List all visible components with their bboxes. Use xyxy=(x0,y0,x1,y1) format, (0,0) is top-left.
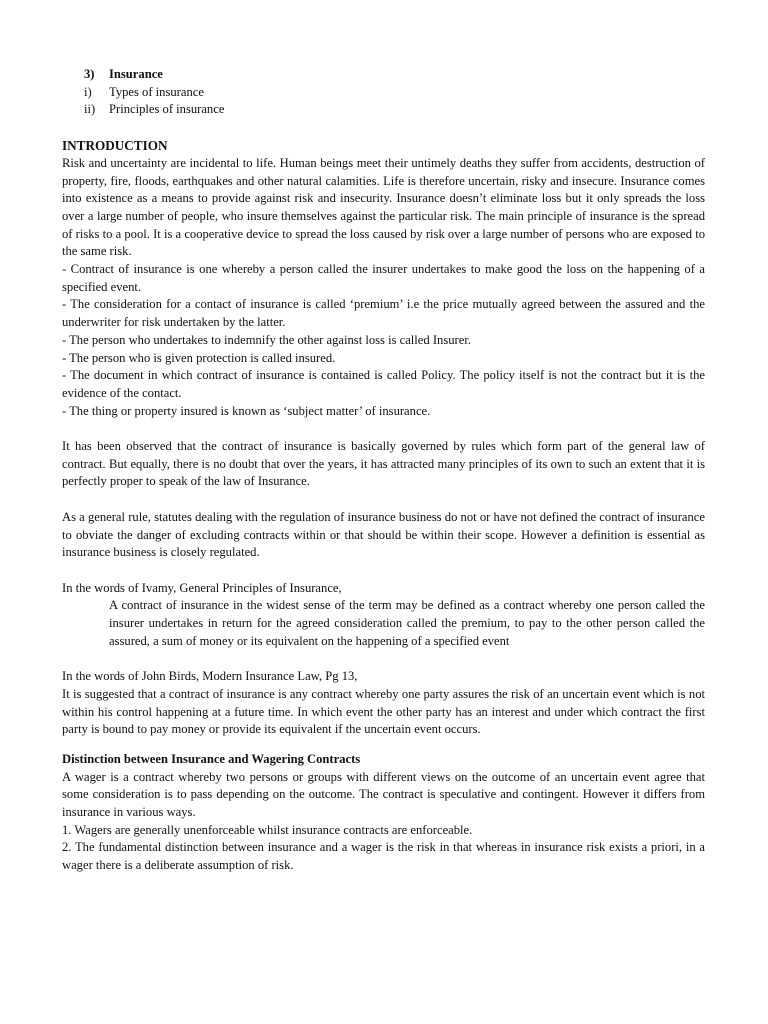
ivamy-citation: In the words of Ivamy, General Principles of Insurance, xyxy=(62,580,342,595)
definition-bullet: - The person who undertakes to indemnify the other against loss is called Insurer. xyxy=(62,332,471,347)
birds-paragraph: It is suggested that a contract of insurance is any contract whereby one party assures the risk of an uncertain event which is not within his control happening at a future time. In which event the other party has an interest and under which contract the first party is bound to pay money or provide its equivalent if the uncertain event occurs. xyxy=(62,686,705,737)
document-page xyxy=(62,66,705,875)
definition-bullet: - The consideration for a contact of insurance is called ‘premium’ i.e the price mutually agreed between the assured and the underwriter for risk undertaken by the latter. xyxy=(62,297,705,330)
law-of-contract-paragraph: It has been observed that the contract of insurance is basically governed by rules which form part of the general law of contract. But equally, there is no doubt that over the years, it has attracted many principles of its own to such an extent that it is perfectly proper to speak of the law of Insurance. xyxy=(62,439,705,489)
introduction-paragraph: Risk and uncertainty are incidental to life. Human beings meet their untimely deaths they suffer from accidents, destruction of property, fire, floods, earthquakes and other natural calamities. Life is therefore uncertain, risky and insecure. Insurance comes into existence as a means to provide against risk and insecurity. Insurance doesn’t eliminate loss but it only spreads the loss over a large number of people, who insure themselves against the particular risk. The main principle of insurance is the spread of risks to a pool. It is a cooperative device to spread the loss caused by risk over a large number of persons who are exposed to the same risk. xyxy=(62,155,705,259)
toc-number: ii) xyxy=(84,102,96,117)
distinction-point: 1. Wagers are generally unenforceable whilst insurance contracts are enforceable. xyxy=(62,822,473,837)
birds-citation: In the words of John Birds, Modern Insurance Law, Pg 13, xyxy=(62,669,358,684)
definition-bullet: - Contract of insurance is one whereby a person called the insurer undertakes to make good the loss on the happening of a specified event. xyxy=(62,262,705,294)
wager-paragraph: A wager is a contract whereby two persons or groups with different views on the outcome of an uncertain event agree that some consideration is to pass depending on the outcome. The contract is speculative and contingent. However it differs from insurance in various ways. xyxy=(62,769,705,820)
table-of-contents xyxy=(84,66,705,119)
statutes-paragraph: As a general rule, statutes dealing with the regulation of insurance business do not or have not defined the contract of insurance to obviate the danger of excluding contracts within or that should be within their scope. However a definition is essential as insurance business is closely regulated. xyxy=(62,509,705,560)
toc-item xyxy=(84,101,705,119)
distinction-heading: Distinction between Insurance and Wagering Contracts xyxy=(62,751,361,766)
definition-bullet: - The document in which contract of insurance is contained is called Policy. The policy itself is not the contract but it is the evidence of the contact. xyxy=(62,368,705,400)
ivamy-quote: A contract of insurance in the widest sense of the term may be defined as a contract whereby one person called the insurer undertakes in return for the agreed consideration called the premium, to pay to the other person called the assured, a sum of money or its equivalent on the happening of a specified event xyxy=(109,598,705,648)
introduction-heading: INTRODUCTION xyxy=(62,138,168,154)
toc-number: i) xyxy=(84,84,92,99)
toc-label: Principles of insurance xyxy=(109,102,225,117)
toc-item xyxy=(84,66,705,84)
definition-bullet: - The person who is given protection is called insured. xyxy=(62,350,336,365)
toc-item xyxy=(84,84,705,102)
definition-bullet: - The thing or property insured is known as ‘subject matter’ of insurance. xyxy=(62,403,431,418)
toc-label: Types of insurance xyxy=(109,84,204,99)
toc-number: 3) xyxy=(84,67,95,81)
distinction-point: 2. The fundamental distinction between insurance and a wager is the risk in that whereas in insurance risk exists a priori, in a wager there is a deliberate assumption of risk. xyxy=(62,840,705,873)
toc-label: Insurance xyxy=(109,67,163,81)
